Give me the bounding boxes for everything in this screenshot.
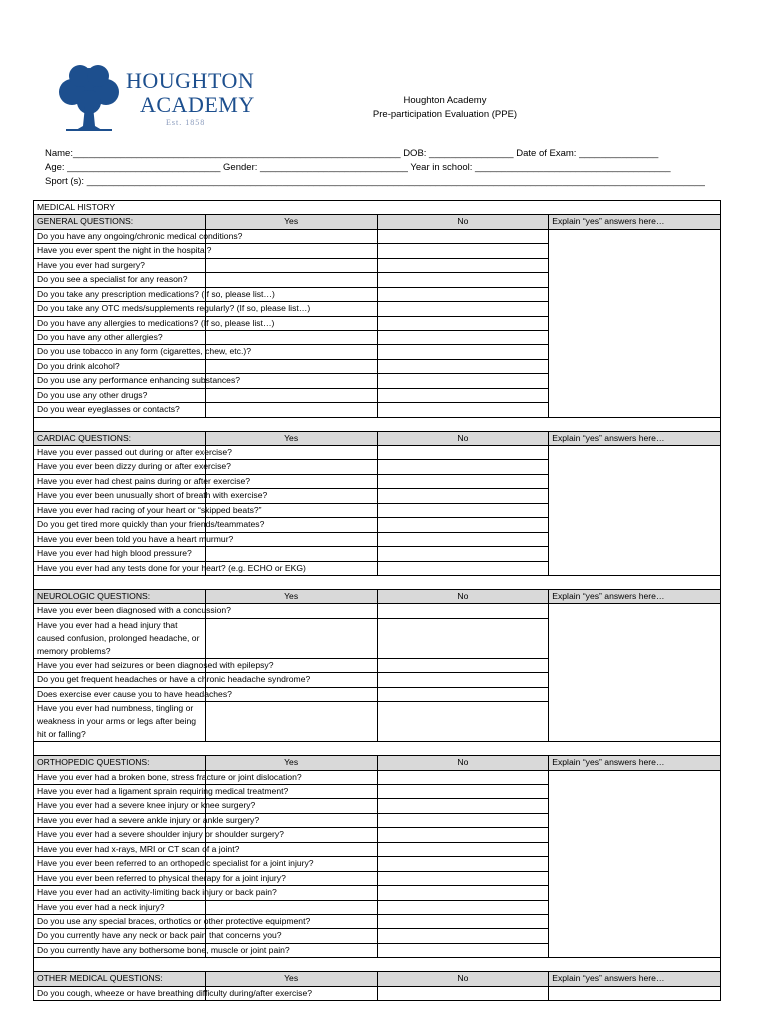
yes-answer-box[interactable] <box>205 618 377 658</box>
no-answer-box[interactable] <box>377 702 549 742</box>
document-title <box>340 94 550 122</box>
no-answer-box[interactable] <box>377 561 549 575</box>
question-text: Do you have any ongoing/chronic medical conditions? <box>34 229 206 243</box>
question-text: Have you ever had a ligament sprain requiring medical treatment? <box>34 785 206 799</box>
question-row <box>34 986 721 1000</box>
question-text: Do you get tired more quickly than your friends/teammates? <box>34 518 206 532</box>
section-title: ORTHOPEDIC QUESTIONS: <box>34 756 206 770</box>
question-text: Do you drink alcohol? <box>34 359 206 373</box>
school-name: Houghton Academy <box>403 95 487 106</box>
medical-history-row <box>34 201 721 215</box>
question-text: Have you ever been diagnosed with a concussion? <box>34 604 206 618</box>
tree-icon <box>54 62 124 134</box>
explain-column-header: Explain “yes” answers here… <box>549 589 721 603</box>
section-title: CARDIAC QUESTIONS: <box>34 431 206 445</box>
explain-column-header: Explain “yes” answers here… <box>549 972 721 986</box>
yes-answer-box[interactable] <box>205 547 377 561</box>
question-text: Have you ever had a severe shoulder injury or shoulder surgery? <box>34 828 206 842</box>
no-answer-box[interactable] <box>377 460 549 474</box>
no-answer-box[interactable] <box>377 547 549 561</box>
question-text: Have you ever had x-rays, MRI or CT scan of a joint? <box>34 842 206 856</box>
no-answer-box[interactable] <box>377 229 549 243</box>
no-answer-box[interactable] <box>377 388 549 402</box>
name-dob-exam-fields[interactable]: Name:______________________________________________________________ DOB: ________________ Date of Exam: _______________ <box>45 148 659 159</box>
question-text: Have you ever had racing of your heart or “skipped beats?” <box>34 503 206 517</box>
section-spacer <box>34 958 721 972</box>
no-answer-box[interactable] <box>377 446 549 460</box>
no-answer-box[interactable] <box>377 374 549 388</box>
no-column-header: No <box>377 431 549 445</box>
no-answer-box[interactable] <box>377 842 549 856</box>
yes-answer-box[interactable] <box>205 244 377 258</box>
question-text: Do you have any allergies to medications? (If so, please list…) <box>34 316 206 330</box>
logo-text-academy: ACADEMY <box>140 92 255 117</box>
no-answer-box[interactable] <box>377 687 549 701</box>
no-answer-box[interactable] <box>377 330 549 344</box>
logo-established: Est. 1858 <box>166 118 206 127</box>
section-spacer <box>34 742 721 756</box>
no-column-header: No <box>377 589 549 603</box>
no-answer-box[interactable] <box>377 474 549 488</box>
no-answer-box[interactable] <box>377 770 549 784</box>
no-answer-box[interactable] <box>377 871 549 885</box>
question-text: Have you ever had surgery? <box>34 258 206 272</box>
no-answer-box[interactable] <box>377 403 549 417</box>
question-text: Have you ever had a severe knee injury or knee surgery? <box>34 799 206 813</box>
question-row <box>34 604 721 618</box>
question-text: Do you get frequent headaches or have a chronic headache syndrome? <box>34 673 206 687</box>
no-answer-box[interactable] <box>377 658 549 672</box>
yes-answer-box[interactable] <box>205 330 377 344</box>
no-answer-box[interactable] <box>377 914 549 928</box>
no-answer-box[interactable] <box>377 886 549 900</box>
sport-field[interactable]: Sport (s): _____________________________________________________________________________________________________________________ <box>45 176 705 187</box>
question-text: Do you use any performance enhancing substances? <box>34 374 206 388</box>
section-title: OTHER MEDICAL QUESTIONS: <box>34 972 206 986</box>
section-header-row <box>34 756 721 770</box>
yes-answer-box[interactable] <box>205 273 377 287</box>
medical-history-heading: MEDICAL HISTORY <box>34 201 721 215</box>
section-header-row <box>34 589 721 603</box>
yes-column-header: Yes <box>205 972 377 986</box>
no-answer-box[interactable] <box>377 929 549 943</box>
yes-column-header: Yes <box>205 756 377 770</box>
no-answer-box[interactable] <box>377 900 549 914</box>
question-text: Do you have any other allergies? <box>34 330 206 344</box>
no-answer-box[interactable] <box>377 673 549 687</box>
question-row <box>34 770 721 784</box>
explain-answer-area[interactable] <box>549 446 721 576</box>
explain-answer-area[interactable] <box>549 770 721 958</box>
yes-column-header: Yes <box>205 589 377 603</box>
no-column-header: No <box>377 972 549 986</box>
explain-column-header: Explain “yes” answers here… <box>549 215 721 229</box>
question-text: Have you ever had a broken bone, stress fracture or joint dislocation? <box>34 770 206 784</box>
section-header-row <box>34 431 721 445</box>
question-text: Do you use any other drugs? <box>34 388 206 402</box>
yes-answer-box[interactable] <box>205 388 377 402</box>
no-answer-box[interactable] <box>377 943 549 957</box>
question-text: Have you ever passed out during or after exercise? <box>34 446 206 460</box>
yes-answer-box[interactable] <box>205 359 377 373</box>
question-text: Have you ever been dizzy during or after exercise? <box>34 460 206 474</box>
yes-answer-box[interactable] <box>205 604 377 618</box>
question-text: Do you currently have any bothersome bone, muscle or joint pain? <box>34 943 206 957</box>
question-text: Have you ever had any tests done for your heart? (e.g. ECHO or EKG) <box>34 561 206 575</box>
no-answer-box[interactable] <box>377 518 549 532</box>
explain-column-header: Explain “yes” answers here… <box>549 756 721 770</box>
question-row <box>34 229 721 243</box>
yes-answer-box[interactable] <box>205 702 377 742</box>
no-answer-box[interactable] <box>377 258 549 272</box>
section-spacer-row <box>34 742 721 756</box>
question-text: Does exercise ever cause you to have headaches? <box>34 687 206 701</box>
no-answer-box[interactable] <box>377 604 549 618</box>
question-text: Do you wear eyeglasses or contacts? <box>34 403 206 417</box>
section-spacer-row <box>34 417 721 431</box>
question-text: Have you ever had seizures or been diagnosed with epilepsy? <box>34 658 206 672</box>
no-answer-box[interactable] <box>377 785 549 799</box>
no-answer-box[interactable] <box>377 345 549 359</box>
section-header-row <box>34 972 721 986</box>
section-title: GENERAL QUESTIONS: <box>34 215 206 229</box>
no-answer-box[interactable] <box>377 857 549 871</box>
logo-text-houghton: HOUGHTON <box>126 68 255 93</box>
explain-column-header: Explain “yes” answers here… <box>549 431 721 445</box>
question-text: Have you ever had numbness, tingling or weakness in your arms or legs after being hit or falling? <box>34 702 206 742</box>
question-text: Have you ever had high blood pressure? <box>34 547 206 561</box>
yes-column-header: Yes <box>205 215 377 229</box>
question-text: Do you use any special braces, orthotics or other protective equipment? <box>34 914 206 928</box>
explain-answer-area[interactable] <box>549 986 721 1000</box>
question-text: Do you cough, wheeze or have breathing difficulty during/after exercise? <box>34 986 206 1000</box>
yes-column-header: Yes <box>205 431 377 445</box>
section-header-row <box>34 215 721 229</box>
question-text: Have you ever had a neck injury? <box>34 900 206 914</box>
section-spacer <box>34 575 721 589</box>
no-answer-box[interactable] <box>377 359 549 373</box>
question-text: Have you ever spent the night in the hospital? <box>34 244 206 258</box>
form-name: Pre-participation Evaluation (PPE) <box>372 109 518 120</box>
section-title: NEUROLOGIC QUESTIONS: <box>34 589 206 603</box>
question-text: Have you ever had a head injury that caused confusion, prolonged headache, or memory problems? <box>34 618 206 658</box>
yes-answer-box[interactable] <box>205 258 377 272</box>
medical-history-table <box>33 200 721 1001</box>
question-text: Do you see a specialist for any reason? <box>34 273 206 287</box>
question-text: Do you take any OTC meds/supplements regularly? (If so, please list…) <box>34 302 206 316</box>
no-answer-box[interactable] <box>377 273 549 287</box>
yes-answer-box[interactable] <box>205 900 377 914</box>
question-text: Do you take any prescription medications? (If so, please list…) <box>34 287 206 301</box>
no-answer-box[interactable] <box>377 302 549 316</box>
question-text: Have you ever been referred to physical therapy for a joint injury? <box>34 871 206 885</box>
no-answer-box[interactable] <box>377 503 549 517</box>
section-spacer-row <box>34 575 721 589</box>
houghton-academy-logo <box>54 62 264 134</box>
question-text: Have you ever had chest pains during or after exercise? <box>34 474 206 488</box>
question-text: Have you ever been referred to an orthopedic specialist for a joint injury? <box>34 857 206 871</box>
no-answer-box[interactable] <box>377 828 549 842</box>
explain-answer-area[interactable] <box>549 229 721 417</box>
no-column-header: No <box>377 215 549 229</box>
no-answer-box[interactable] <box>377 489 549 503</box>
no-answer-box[interactable] <box>377 986 549 1000</box>
no-answer-box[interactable] <box>377 532 549 546</box>
yes-answer-box[interactable] <box>205 460 377 474</box>
no-answer-box[interactable] <box>377 799 549 813</box>
question-text: Have you ever been told you have a heart murmur? <box>34 532 206 546</box>
no-column-header: No <box>377 756 549 770</box>
no-answer-box[interactable] <box>377 244 549 258</box>
question-text: Have you ever had a severe ankle injury or ankle surgery? <box>34 813 206 827</box>
no-answer-box[interactable] <box>377 813 549 827</box>
section-spacer <box>34 417 721 431</box>
yes-answer-box[interactable] <box>205 403 377 417</box>
no-answer-box[interactable] <box>377 287 549 301</box>
no-answer-box[interactable] <box>377 316 549 330</box>
question-text: Have you ever had an activity-limiting back injury or back pain? <box>34 886 206 900</box>
question-text: Do you use tobacco in any form (cigarettes, chew, etc.)? <box>34 345 206 359</box>
section-spacer-row <box>34 958 721 972</box>
question-text: Do you currently have any neck or back pain that concerns you? <box>34 929 206 943</box>
question-text: Have you ever been unusually short of breath with exercise? <box>34 489 206 503</box>
explain-answer-area[interactable] <box>549 604 721 742</box>
age-gender-year-fields[interactable]: Age: _____________________________ Gender: ____________________________ Year in school: _____________________________________ <box>45 162 671 173</box>
question-row <box>34 446 721 460</box>
no-answer-box[interactable] <box>377 618 549 658</box>
